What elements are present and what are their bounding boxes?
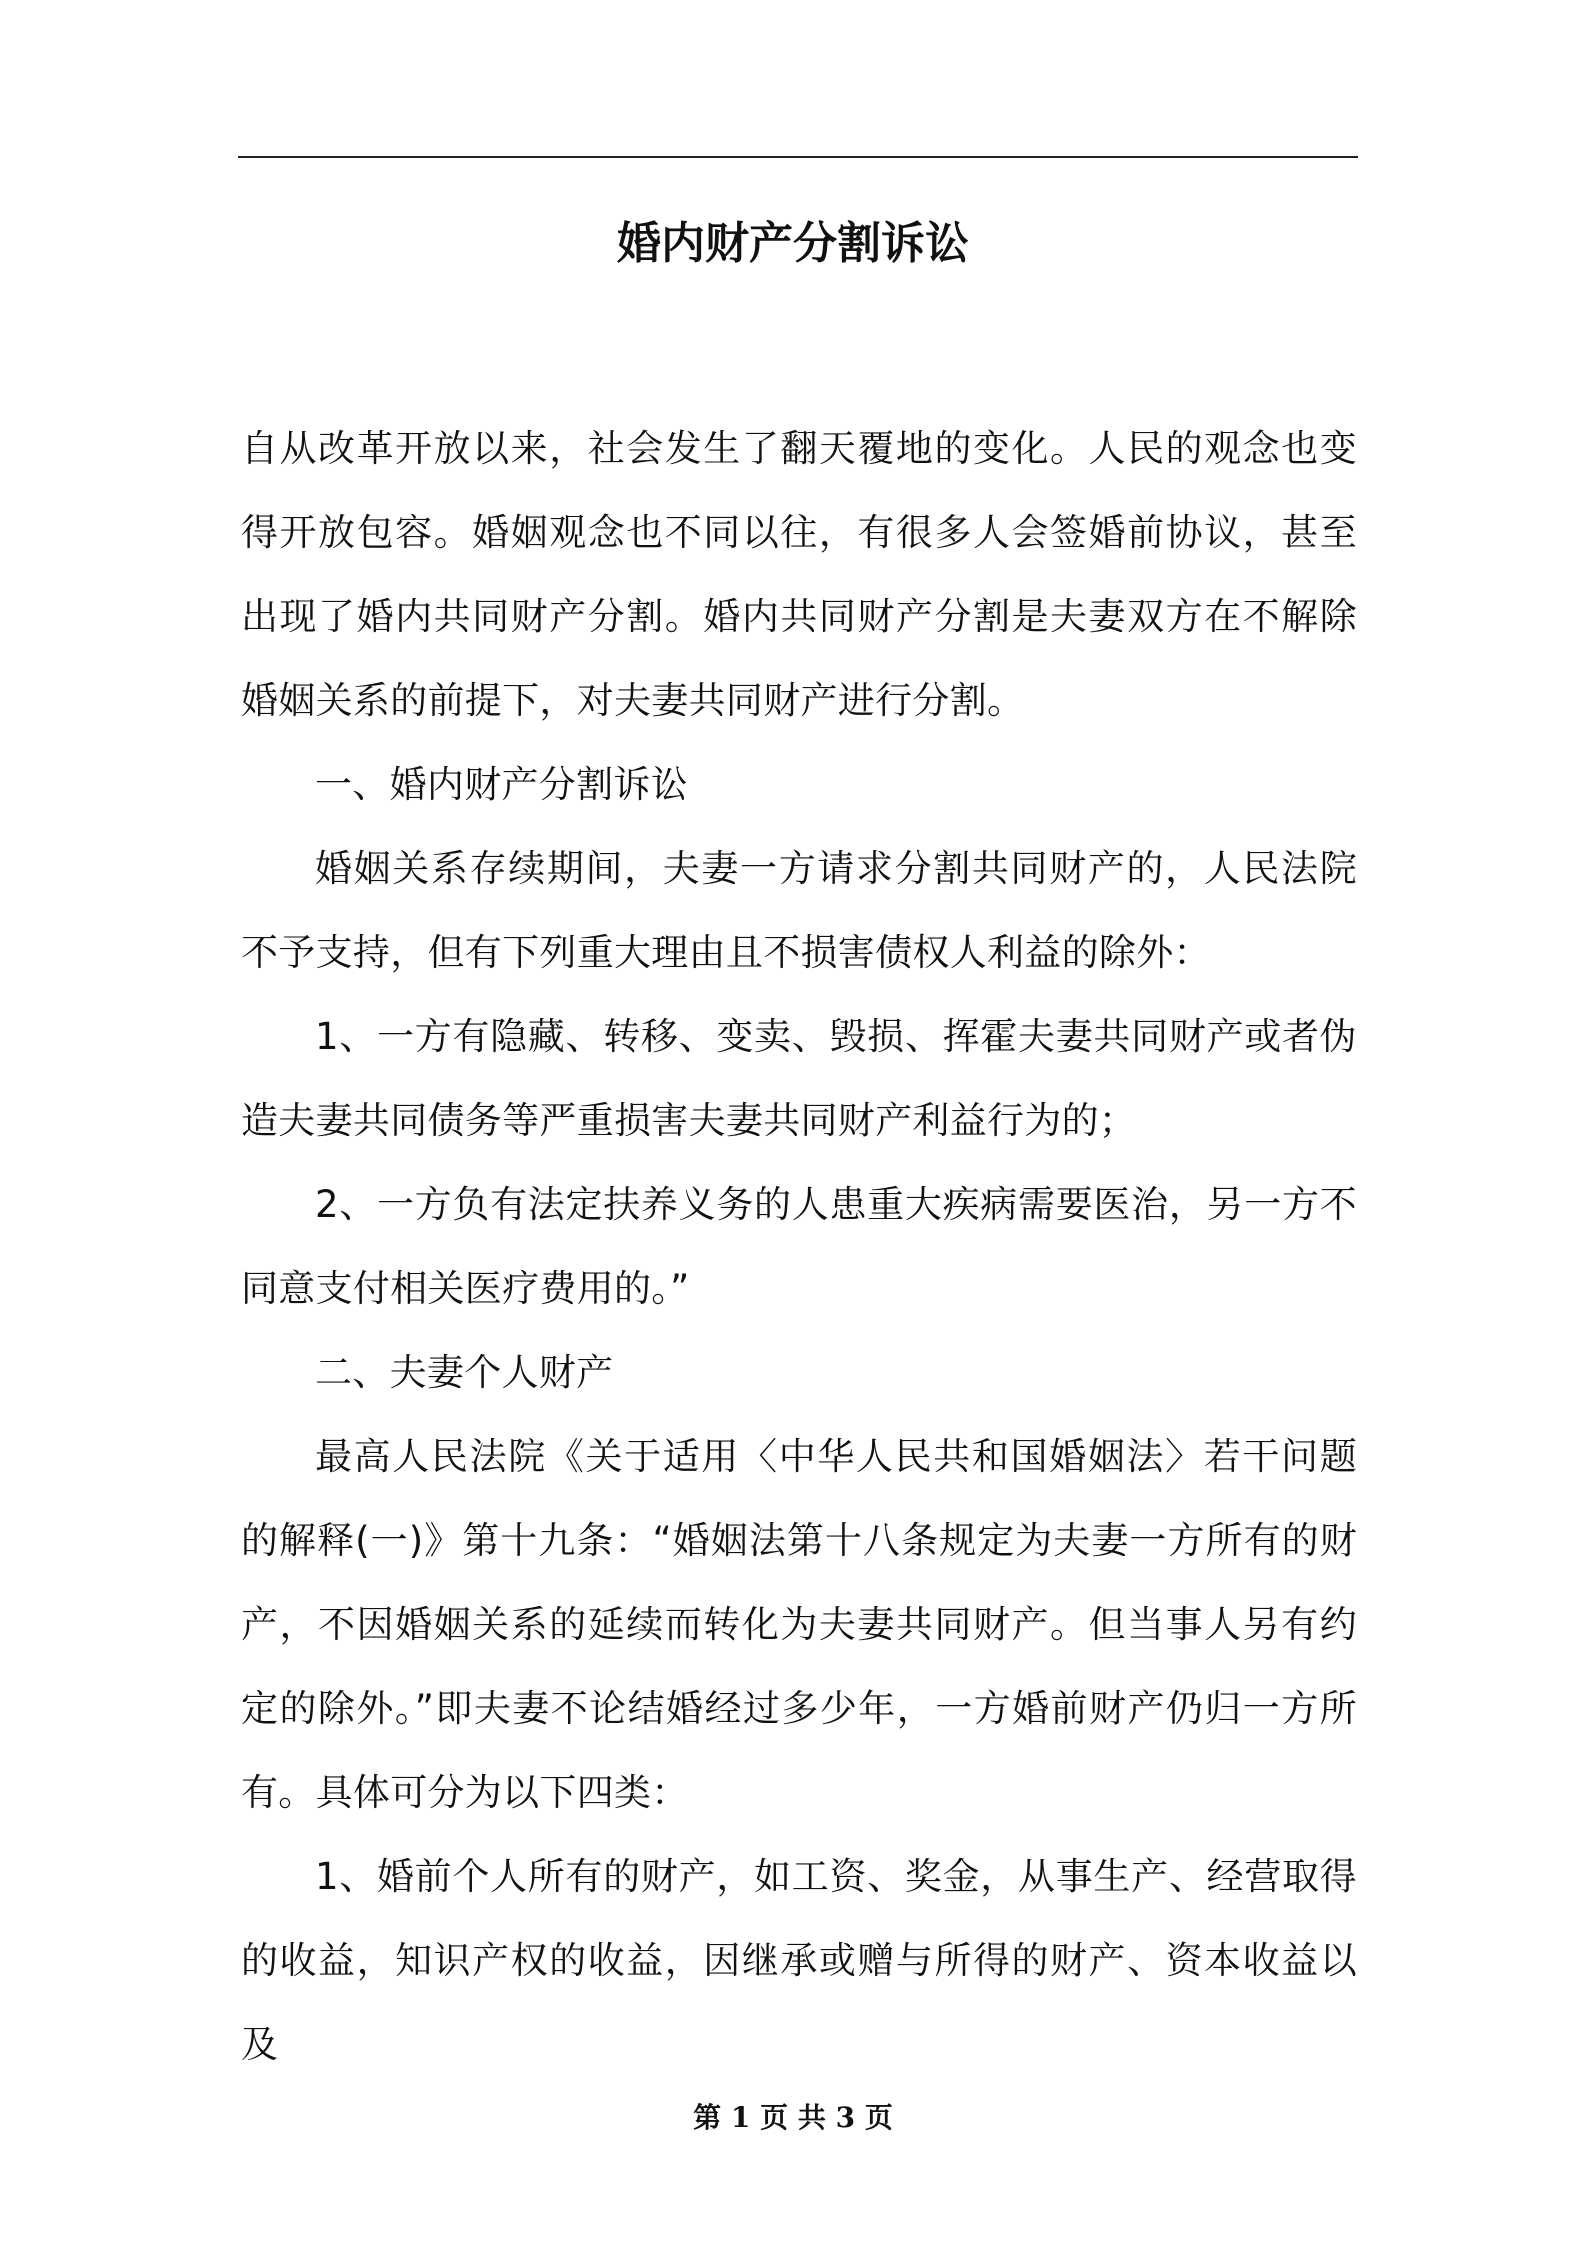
- list-item-3: 1、婚前个人所有的财产，如工资、奖金，从事生产、经营取得的收益，知识产权的收益，因继承或赠与所得的财产、资本收益以及: [241, 1855, 1357, 2066]
- paragraph-section-2: 最高人民法院《关于适用〈中华人民共和国婚姻法〉若干问题的解释(一)》第十九条：“婚姻法第十八条规定为夫妻一方所有的财产，不因婚姻关系的延续而转化为夫妻共同财产。但当事人另有约定的除外。”即夫妻不论结婚经过多少年，一方婚前财产仍归一方所有。具体可分为以下四类：: [241, 1435, 1357, 1814]
- page-number-footer: 第 1 页 共 3 页: [693, 2101, 893, 2134]
- list-item-1: 1、一方有隐藏、转移、变卖、毁损、挥霍夫妻共同财产或者伪造夫妻共同债务等严重损害夫妻共同财产利益行为的；: [241, 1015, 1357, 1142]
- header-rule: [238, 156, 1358, 158]
- paragraph-section-1: 婚姻关系存续期间，夫妻一方请求分割共同财产的，人民法院不予支持，但有下列重大理由且不损害债权人利益的除外：: [241, 847, 1357, 974]
- document-title: 婚内财产分割诉讼: [617, 218, 969, 269]
- paragraph-intro: 自从改革开放以来，社会发生了翻天覆地的变化。人民的观念也变得开放包容。婚姻观念也不同以往，有很多人会签婚前协议，甚至出现了婚内共同财产分割。婚内共同财产分割是夫妻双方在不解除婚姻关系的前提下，对夫妻共同财产进行分割。: [241, 427, 1357, 722]
- section-heading-2: 二、夫妻个人财产: [315, 1351, 614, 1394]
- document-body: [241, 407, 1357, 2087]
- list-item-2: 2、一方负有法定扶养义务的人患重大疾病需要医治，另一方不同意支付相关医疗费用的。”: [241, 1183, 1357, 1310]
- section-heading-1: 一、婚内财产分割诉讼: [315, 763, 688, 806]
